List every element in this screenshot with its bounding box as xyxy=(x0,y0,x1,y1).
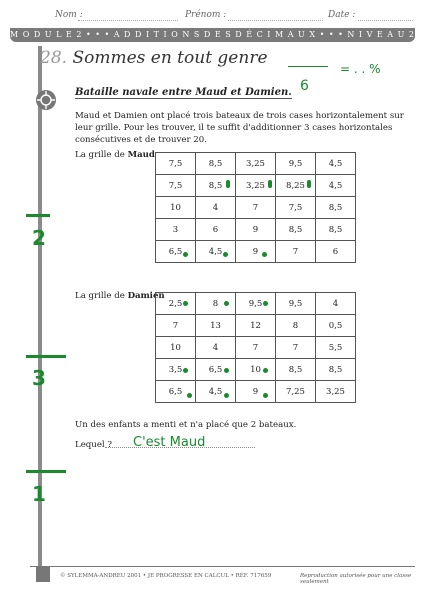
grid-cell[interactable]: 13 xyxy=(196,315,236,337)
grid-cell[interactable]: 8,5 xyxy=(316,197,356,219)
grid-cell[interactable]: 10 xyxy=(236,359,276,381)
mark-dot xyxy=(263,393,268,398)
grid-cell[interactable]: 4,5 xyxy=(316,153,356,175)
exercise-title-text: Sommes en tout genre xyxy=(72,48,268,68)
damien-label-prefix: La grille de xyxy=(75,291,128,301)
question-prompt: Lequel ? xyxy=(75,440,113,450)
grid-cell[interactable]: 6,5 xyxy=(156,381,196,403)
grid-cell[interactable]: 7 xyxy=(236,337,276,359)
grid-cell[interactable]: 7 xyxy=(156,315,196,337)
table-row xyxy=(156,175,356,197)
mark-dot xyxy=(183,252,188,257)
table-row xyxy=(156,219,356,241)
grid-cell[interactable]: 4 xyxy=(196,197,236,219)
grid-cell[interactable]: 9 xyxy=(236,219,276,241)
grid-cell[interactable]: 5,5 xyxy=(316,337,356,359)
margin-stroke xyxy=(26,214,50,217)
exercise-title xyxy=(40,48,268,68)
grid-cell[interactable]: 9 xyxy=(236,241,276,263)
mark-dot xyxy=(183,368,188,373)
grid-cell[interactable]: 3,25 xyxy=(236,153,276,175)
grid-cell[interactable]: 3,25 xyxy=(316,381,356,403)
calculator-icon xyxy=(36,90,56,110)
grid-cell[interactable]: 3,25 xyxy=(236,175,276,197)
footer-left: © SYLEMMA-ANDREU 2001 • JE PROGRESSE EN CALCUL • RÉF. 717659 xyxy=(60,573,272,579)
grid-cell[interactable]: 4 xyxy=(196,337,236,359)
nom-line[interactable] xyxy=(78,20,178,21)
footer-right: Reproduction autorisée pour une classe seulement xyxy=(300,573,412,585)
prenom-line[interactable] xyxy=(228,20,323,21)
mark-dot xyxy=(183,301,188,306)
footer-square xyxy=(36,566,50,582)
mark-dot xyxy=(263,368,268,373)
grid-cell[interactable]: 7 xyxy=(276,241,316,263)
grid-cell[interactable]: 7,25 xyxy=(276,381,316,403)
grid-cell[interactable]: 3,5 xyxy=(156,359,196,381)
mark-dot xyxy=(263,301,268,306)
maud-label-prefix: La grille de xyxy=(75,150,128,160)
grid-cell[interactable]: 6 xyxy=(196,219,236,241)
date-label: Date : xyxy=(328,10,356,20)
grid-cell[interactable]: 7,5 xyxy=(156,153,196,175)
question-text: Un des enfants a menti et n'a placé que 2 bateaux. xyxy=(75,420,297,430)
handwritten-answer: C'est Maud xyxy=(133,435,206,450)
margin-stroke xyxy=(26,355,66,358)
mark-dot xyxy=(187,393,192,398)
grid-cell[interactable]: 4 xyxy=(316,293,356,315)
table-row xyxy=(156,381,356,403)
exercise-number: 28. xyxy=(40,48,68,68)
score-value: 6 xyxy=(300,78,309,94)
score-underline xyxy=(288,66,328,67)
grid-cell[interactable]: 6,5 xyxy=(156,241,196,263)
grid-cell[interactable]: 9,5 xyxy=(276,153,316,175)
prenom-label: Prénom : xyxy=(185,10,227,20)
mark-dot xyxy=(224,368,229,373)
margin-note-1: 2 xyxy=(32,226,46,250)
table-row xyxy=(156,153,356,175)
margin-note-3: 1 xyxy=(32,482,46,506)
grid-cell[interactable]: 4,5 xyxy=(316,175,356,197)
grid-cell[interactable]: 10 xyxy=(156,197,196,219)
grid-cell[interactable]: 7,5 xyxy=(276,197,316,219)
grid-cell[interactable]: 8,5 xyxy=(316,219,356,241)
damien-grid xyxy=(155,292,356,403)
grid-cell[interactable]: 9,5 xyxy=(276,293,316,315)
grid-cell[interactable]: 7 xyxy=(236,197,276,219)
grid-cell[interactable]: 8 xyxy=(196,293,236,315)
module-band: M O D U L E 2 • • • A D D I T I O N S D E S D É C I M A U X • • • N I V E A U 2 xyxy=(10,28,415,42)
table-row xyxy=(156,337,356,359)
grid-cell[interactable]: 4,5 xyxy=(196,241,236,263)
grid-cell[interactable]: 8,5 xyxy=(316,359,356,381)
table-row xyxy=(156,315,356,337)
grid-cell[interactable]: 8,5 xyxy=(276,359,316,381)
mark-dot xyxy=(307,180,311,188)
grid-cell[interactable]: 2,5 xyxy=(156,293,196,315)
grid-cell[interactable]: 4,5 xyxy=(196,381,236,403)
grid-cell[interactable]: 10 xyxy=(156,337,196,359)
mark-dot xyxy=(224,393,229,398)
maud-grid xyxy=(155,152,356,263)
grid-cell[interactable]: 8 xyxy=(276,315,316,337)
damien-grid-label xyxy=(75,291,165,301)
mark-dot xyxy=(226,180,230,188)
instructions: Maud et Damien ont placé trois bateaux de trois cases horizontalement sur leur grille. Pour les trouver, il te suffit d'additionner 3 cases horizontales consécutives et de trouver 20. xyxy=(75,111,404,145)
grid-cell[interactable]: 8,5 xyxy=(196,153,236,175)
grid-cell[interactable]: 6 xyxy=(316,241,356,263)
damien-name: Damien xyxy=(127,291,165,301)
grid-cell[interactable]: 3 xyxy=(156,219,196,241)
grid-cell[interactable]: 0,5 xyxy=(316,315,356,337)
subtitle: Bataille navale entre Maud et Damien. xyxy=(75,87,292,98)
grid-cell[interactable]: 8,25 xyxy=(276,175,316,197)
mark-dot xyxy=(262,252,267,257)
grid-cell[interactable]: 9,5 xyxy=(236,293,276,315)
grid-cell[interactable]: 8,5 xyxy=(276,219,316,241)
grid-cell[interactable]: 7 xyxy=(276,337,316,359)
score-marks: = . . % xyxy=(340,62,381,76)
grid-cell[interactable]: 7,5 xyxy=(156,175,196,197)
nom-label: Nom : xyxy=(55,10,83,20)
mark-dot xyxy=(223,252,228,257)
mark-dot xyxy=(224,301,229,306)
grid-cell[interactable]: 8,5 xyxy=(196,175,236,197)
grid-cell[interactable]: 9 xyxy=(236,381,276,403)
footer-rule xyxy=(30,566,415,567)
table-row xyxy=(156,197,356,219)
grid-cell[interactable]: 12 xyxy=(236,315,276,337)
maud-grid-label xyxy=(75,150,155,160)
maud-name: Maud xyxy=(127,150,155,160)
margin-note-2: 3 xyxy=(32,366,46,390)
grid-cell[interactable]: 6,5 xyxy=(196,359,236,381)
margin-stroke xyxy=(26,470,66,473)
mark-dot xyxy=(268,180,272,188)
date-line[interactable] xyxy=(358,20,413,21)
